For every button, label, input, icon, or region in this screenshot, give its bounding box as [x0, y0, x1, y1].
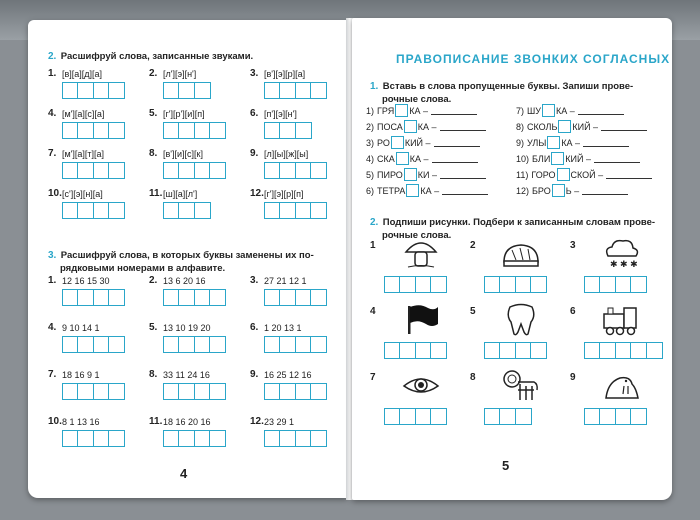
- answer-line[interactable]: [594, 154, 640, 163]
- word-end: СКОЙ –: [570, 169, 604, 180]
- item-number: 1): [366, 105, 375, 116]
- answer-boxes[interactable]: [584, 408, 647, 425]
- exercise-number: 2.: [149, 68, 158, 79]
- right-page: [352, 18, 672, 500]
- page-title: ПРАВОПИСАНИЕ ЗВОНКИХ СОГЛАСНЫХ: [396, 52, 671, 66]
- item-number: 5): [366, 169, 375, 180]
- page-number: 5: [502, 458, 510, 473]
- answer-line[interactable]: [434, 138, 480, 147]
- answer-boxes[interactable]: [264, 202, 327, 219]
- exercise-number: 9.: [250, 369, 259, 380]
- answer-boxes[interactable]: [264, 336, 327, 353]
- letter-box[interactable]: [209, 289, 226, 306]
- answer-boxes[interactable]: [62, 430, 125, 447]
- task-instruction-line-1: Расшифруй слова, в которых буквы заменены их по-: [60, 250, 314, 261]
- sound-transcription: [с'][э][н][а]: [62, 189, 103, 199]
- item-number: 12): [516, 185, 530, 196]
- answer-boxes[interactable]: [163, 122, 226, 139]
- letter-box[interactable]: [194, 82, 211, 99]
- letter-box[interactable]: [108, 336, 125, 353]
- letter-box[interactable]: [310, 82, 327, 99]
- picture-number: 1: [370, 240, 376, 251]
- exercise-number: 10.: [48, 416, 62, 427]
- word-end: КИ –: [417, 169, 437, 180]
- word-start: ПИРО: [377, 169, 403, 180]
- word-start: ШУ: [527, 105, 541, 116]
- word-end: КА –: [561, 137, 581, 148]
- fill-in-item: [516, 184, 628, 197]
- fill-in-item: [516, 168, 652, 181]
- letter-box[interactable]: [209, 383, 226, 400]
- sound-transcription: [г'][р'][и][п]: [163, 109, 205, 119]
- fill-in-item: [366, 136, 480, 149]
- letter-box[interactable]: [209, 162, 226, 179]
- sound-transcription: [л'][э][н']: [163, 69, 197, 79]
- letter-box[interactable]: [108, 82, 125, 99]
- answer-boxes[interactable]: [163, 336, 226, 353]
- sound-transcription: [в'][э][р][а]: [264, 69, 306, 79]
- sound-transcription: [л][ы][ж][ы]: [264, 149, 309, 159]
- train-icon: [600, 302, 642, 336]
- number-code: 16 25 12 16: [264, 370, 312, 380]
- fill-in-item: [516, 136, 629, 149]
- word-start: РО: [377, 137, 390, 148]
- exercise-number: 11.: [149, 416, 163, 427]
- missing-letter-box[interactable]: [547, 136, 560, 149]
- item-number: 9): [516, 137, 525, 148]
- missing-letter-box[interactable]: [552, 184, 565, 197]
- answer-boxes[interactable]: [264, 383, 327, 400]
- mushroom-icon: [400, 236, 442, 270]
- answer-boxes[interactable]: [163, 202, 211, 219]
- answer-boxes[interactable]: [584, 342, 663, 359]
- item-number: 10): [516, 153, 530, 164]
- exercise-number: 8.: [149, 148, 158, 159]
- task-instruction: Расшифруй слова, записанные звуками.: [60, 51, 254, 62]
- task-number: 2.: [48, 51, 57, 62]
- letter-box[interactable]: [209, 336, 226, 353]
- item-number: 4): [366, 153, 375, 164]
- exercise-number: 9.: [250, 148, 259, 159]
- item-number: 3): [366, 137, 375, 148]
- answer-line[interactable]: [442, 186, 488, 195]
- answer-boxes[interactable]: [62, 82, 125, 99]
- snow-cloud-icon: [600, 236, 642, 270]
- task-1-header: [370, 76, 666, 106]
- word-start: ПОСА: [377, 121, 403, 132]
- item-number: 2): [366, 121, 375, 132]
- exercise-number: 1.: [48, 275, 57, 286]
- letter-box[interactable]: [530, 342, 547, 359]
- number-code: 1 20 13 1: [264, 323, 302, 333]
- letter-box[interactable]: [108, 383, 125, 400]
- item-number: 6): [366, 185, 375, 196]
- exercise-number: 12.: [250, 416, 264, 427]
- exercise-number: 1.: [48, 68, 57, 79]
- answer-boxes[interactable]: [62, 336, 125, 353]
- answer-boxes[interactable]: [62, 162, 125, 179]
- number-code: 33 11 24 16: [163, 370, 210, 380]
- fill-in-item: [516, 120, 647, 133]
- answer-boxes[interactable]: [264, 82, 327, 99]
- letter-box[interactable]: [108, 289, 125, 306]
- word-end: КИЙ –: [404, 137, 431, 148]
- word-start: СКА: [377, 153, 395, 164]
- answer-boxes[interactable]: [264, 122, 312, 139]
- missing-letter-box[interactable]: [406, 184, 419, 197]
- picture-number: 5: [470, 306, 476, 317]
- exercise-number: 5.: [149, 322, 158, 333]
- word-start: БРО: [532, 185, 551, 196]
- task-instruction-line-1: Подпиши рисунки. Подбери к записанным словам прове-: [382, 217, 656, 228]
- answer-boxes[interactable]: [384, 408, 447, 425]
- answer-line[interactable]: [440, 170, 486, 179]
- sound-transcription: [ш][а][л']: [163, 189, 198, 199]
- sound-transcription: [в][а][д][а]: [62, 69, 103, 79]
- missing-letter-box[interactable]: [542, 104, 555, 117]
- fill-in-item: [366, 152, 478, 165]
- exercise-number: 5.: [149, 108, 158, 119]
- answer-boxes[interactable]: [163, 82, 211, 99]
- fill-in-item: [366, 184, 488, 197]
- answer-boxes[interactable]: [62, 202, 125, 219]
- letter-box[interactable]: [108, 162, 125, 179]
- letter-box[interactable]: [530, 276, 547, 293]
- answer-boxes[interactable]: [163, 430, 226, 447]
- page-number: 4: [180, 466, 188, 481]
- letter-box[interactable]: [310, 289, 327, 306]
- number-code: 23 29 1: [264, 417, 295, 427]
- missing-letter-box[interactable]: [395, 104, 408, 117]
- answer-boxes[interactable]: [163, 162, 226, 179]
- letter-box[interactable]: [108, 430, 125, 447]
- letter-box[interactable]: [108, 202, 125, 219]
- answer-boxes[interactable]: [264, 430, 327, 447]
- sound-transcription: [г'][э][р][п]: [264, 189, 304, 199]
- picture-number: 4: [370, 306, 376, 317]
- exercise-number: 6.: [250, 322, 259, 333]
- picture-number: 6: [570, 306, 576, 317]
- letter-box[interactable]: [295, 122, 312, 139]
- flag-icon: [400, 302, 442, 336]
- letter-box[interactable]: [108, 122, 125, 139]
- word-end: КИЙ –: [565, 153, 591, 164]
- answer-boxes[interactable]: [62, 122, 125, 139]
- task-instruction-line-1: Вставь в слова пропущенные буквы. Запиши прове-: [382, 81, 634, 92]
- exercise-number: 7.: [48, 369, 57, 380]
- task-number: 2.: [370, 217, 379, 228]
- answer-boxes[interactable]: [264, 289, 327, 306]
- sound-transcription: [п'][э][н']: [264, 109, 297, 119]
- number-code: 13 10 19 20: [163, 323, 211, 333]
- answer-line[interactable]: [582, 186, 628, 195]
- word-end: КА –: [409, 105, 428, 116]
- word-end: КИЙ –: [572, 121, 599, 132]
- missing-letter-box[interactable]: [551, 152, 564, 165]
- exercise-number: 12.: [250, 188, 264, 199]
- missing-letter-box[interactable]: [404, 168, 417, 181]
- tooth-icon: [500, 302, 542, 336]
- letter-box[interactable]: [310, 336, 327, 353]
- letter-box[interactable]: [430, 276, 447, 293]
- task-2-header: [48, 46, 253, 64]
- exercise-number: 6.: [250, 108, 259, 119]
- letter-box[interactable]: [310, 202, 327, 219]
- fill-in-item: [366, 120, 486, 133]
- task-instruction-line-2: рядковыми номерами в алфавите.: [60, 263, 226, 274]
- word-end: КА –: [555, 105, 575, 116]
- letter-box[interactable]: [630, 408, 647, 425]
- answer-boxes[interactable]: [484, 408, 532, 425]
- answer-line[interactable]: [583, 138, 629, 147]
- answer-boxes[interactable]: [163, 289, 226, 306]
- answer-boxes[interactable]: [484, 342, 547, 359]
- missing-letter-box[interactable]: [404, 120, 417, 133]
- letter-box[interactable]: [430, 342, 447, 359]
- bread-icon: [500, 236, 542, 270]
- answer-boxes[interactable]: [264, 162, 327, 179]
- answer-boxes[interactable]: [384, 342, 447, 359]
- letter-box[interactable]: [310, 162, 327, 179]
- answer-boxes[interactable]: [62, 383, 125, 400]
- picture-number: 7: [370, 372, 376, 383]
- item-number: 7): [516, 105, 525, 116]
- sound-transcription: [м'][а][с][а]: [62, 109, 105, 119]
- item-number: 8): [516, 121, 525, 132]
- number-code: 9 10 14 1: [62, 323, 100, 333]
- number-code: 13 6 20 16: [163, 276, 206, 286]
- sound-transcription: [м'][а][т][а]: [62, 149, 105, 159]
- walrus-icon: [600, 368, 642, 402]
- task-instruction-line-2: рочные слова.: [382, 230, 452, 241]
- answer-line[interactable]: [431, 106, 477, 115]
- letter-box[interactable]: [310, 430, 327, 447]
- answer-boxes[interactable]: [163, 383, 226, 400]
- word-end: КА –: [409, 153, 429, 164]
- missing-letter-box[interactable]: [391, 136, 404, 149]
- answer-line[interactable]: [601, 122, 647, 131]
- picture-number: 8: [470, 372, 476, 383]
- word-start: БЛИ: [532, 153, 551, 164]
- answer-boxes[interactable]: [484, 276, 547, 293]
- exercise-number: 10.: [48, 188, 62, 199]
- exercise-number: 11.: [149, 188, 163, 199]
- lion-icon: [500, 368, 542, 402]
- number-code: 12 16 15 30: [62, 276, 110, 286]
- letter-box[interactable]: [209, 122, 226, 139]
- letter-box[interactable]: [430, 408, 447, 425]
- answer-line[interactable]: [440, 122, 486, 131]
- sound-transcription: [в'][и][с][к]: [163, 149, 203, 159]
- fill-in-item: [366, 168, 486, 181]
- exercise-number: 7.: [48, 148, 57, 159]
- answer-boxes[interactable]: [384, 276, 447, 293]
- task-number: 3.: [48, 250, 57, 261]
- exercise-number: 3.: [250, 68, 259, 79]
- fill-in-item: [516, 152, 640, 165]
- eye-icon: [400, 368, 442, 402]
- left-page: [28, 20, 348, 498]
- answer-boxes[interactable]: [584, 276, 647, 293]
- letter-box[interactable]: [194, 202, 211, 219]
- word-start: ГРЯ: [377, 105, 395, 116]
- word-end: КА –: [417, 121, 437, 132]
- missing-letter-box[interactable]: [396, 152, 409, 165]
- picture-number: 2: [470, 240, 476, 251]
- exercise-number: 8.: [149, 369, 158, 380]
- number-code: 27 21 12 1: [264, 276, 307, 286]
- word-end: КА –: [420, 185, 440, 196]
- answer-boxes[interactable]: [62, 289, 125, 306]
- letter-box[interactable]: [515, 408, 532, 425]
- fill-in-item: [366, 104, 477, 117]
- number-code: 8 1 13 16: [62, 417, 100, 427]
- missing-letter-box[interactable]: [557, 168, 570, 181]
- exercise-number: 2.: [149, 275, 158, 286]
- number-code: 18 16 20 16: [163, 417, 211, 427]
- word-start: СКОЛЬ: [527, 121, 558, 132]
- task-3-header: [48, 245, 343, 275]
- missing-letter-box[interactable]: [558, 120, 571, 133]
- word-start: УЛЫ: [527, 137, 547, 148]
- picture-number: 9: [570, 372, 576, 383]
- fill-in-item: [516, 104, 624, 117]
- answer-line[interactable]: [578, 106, 624, 115]
- letter-box[interactable]: [209, 430, 226, 447]
- exercise-number: 3.: [250, 275, 259, 286]
- letter-box[interactable]: [646, 342, 663, 359]
- task-instruction-line-2: рочные слова.: [382, 94, 452, 105]
- answer-line[interactable]: [606, 170, 652, 179]
- answer-line[interactable]: [432, 154, 478, 163]
- word-start: ГОРО: [531, 169, 556, 180]
- item-number: 11): [516, 169, 529, 180]
- exercise-number: 4.: [48, 322, 57, 333]
- word-end: Ь –: [565, 185, 580, 196]
- task-number: 1.: [370, 81, 379, 92]
- letter-box[interactable]: [310, 383, 327, 400]
- picture-number: 3: [570, 240, 576, 251]
- exercise-number: 4.: [48, 108, 57, 119]
- word-start: ТЕТРА: [377, 185, 406, 196]
- number-code: 18 16 9 1: [62, 370, 100, 380]
- letter-box[interactable]: [630, 276, 647, 293]
